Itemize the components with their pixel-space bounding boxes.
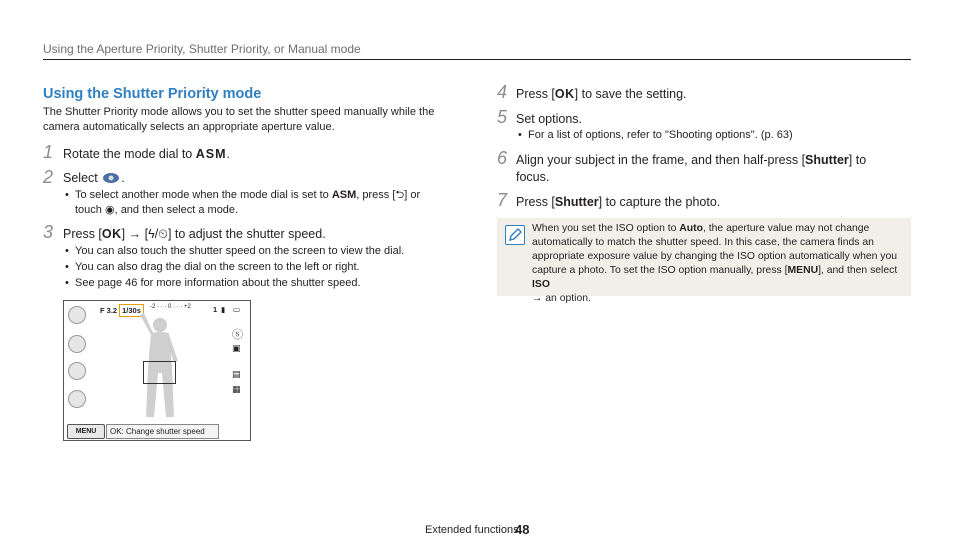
asm-mode-icon: ASM (331, 189, 357, 201)
step-1 (63, 146, 230, 163)
bullet-text: To select another mode when the mode dial is set to (75, 189, 332, 201)
step-4-text: ] to save the setting. (574, 87, 687, 101)
page-number: 48 (515, 522, 530, 537)
note-pencil-icon (505, 225, 525, 245)
flash-off-icon: ⓢ (232, 329, 243, 341)
header-rule (43, 59, 911, 60)
step-6-text: ] to focus. (516, 153, 867, 184)
note-text-part: → an option. (532, 293, 591, 304)
note-text-part: ], and then select (818, 265, 898, 276)
note-bold-iso: ISO (532, 279, 550, 290)
section-title: Using the Shutter Priority mode (43, 86, 262, 102)
step-number-7: 7 (497, 190, 508, 210)
note-text-part: When you set the ISO option to (532, 223, 680, 234)
asm-mode-icon: ASM (195, 147, 227, 161)
step-3-bullet-2: • You can also drag the dial on the screen to the left or right. (65, 261, 360, 273)
step-4-text: Press [ (516, 87, 555, 101)
step-5: Set options. (516, 112, 583, 126)
note-bold-auto: Auto (679, 223, 703, 234)
bullet-text: , and then select a mode. (114, 204, 239, 216)
running-header: Using the Aperture Priority, Shutter Priority, or Manual mode (43, 42, 361, 56)
focus-frame (143, 361, 176, 384)
step-2-end: . (121, 171, 125, 185)
step-7-text: ] to capture the photo. (598, 195, 721, 209)
flash-icon: ϟ (148, 227, 155, 241)
step-7-text: Press [ (516, 195, 555, 209)
step-1-text: Rotate the mode dial to (63, 147, 196, 161)
step-3-text: ] → [ (121, 227, 149, 241)
step-3-text: ] to adjust the shutter speed. (167, 227, 326, 241)
shutter-key: Shutter (805, 153, 849, 167)
metering-icon: ▦ (232, 384, 241, 394)
step-number-3: 3 (43, 222, 54, 242)
step-1-end: . (226, 147, 230, 161)
ok-key-icon: OK (554, 87, 575, 101)
step-2-bullet: • To select another mode when the mode dial is set to ASM, press [⮌] or touch ◉, and then select a mode. (65, 189, 421, 216)
bullet-text: For a list of options, refer to "Shooting options". (p. 63) (528, 129, 793, 141)
face-detection-icon (68, 390, 86, 408)
step-number-4: 4 (497, 82, 508, 102)
step-3-text: / (154, 227, 159, 241)
menu-key-icon: MENU (787, 265, 819, 276)
timer-icon: ⏲ (158, 227, 168, 241)
photo-style-icon (68, 362, 86, 380)
footer-chapter: Extended functions (425, 524, 519, 536)
exposure-scale: -2 · · · 0 · · · +2 (150, 304, 191, 310)
step-number-5: 5 (497, 107, 508, 127)
note-text-part: , the aperture value may not change automatically to match the shutter speed. In this case, the camera finds an appropriate exposure value by changing the ISO option automatically when you capture a photo. To set the ISO option manually, press [ (532, 223, 898, 276)
step-3-bullet-1: • You can also touch the shutter speed on the screen to view the dial. (65, 245, 405, 257)
aperture-value: F 3.2 (100, 306, 118, 315)
memory-card-icon: ▮ (221, 305, 226, 314)
bullet-text: , press [ (356, 189, 396, 201)
shutter-priority-mode-icon (68, 306, 86, 324)
bullet-text: ] or (404, 189, 421, 201)
ok-key-icon: OK (101, 227, 122, 241)
step-3-text: Press [ (63, 227, 102, 241)
step-number-2: 2 (43, 167, 54, 187)
shutter-speed-value[interactable]: 1/30s (119, 304, 144, 317)
step-2-text: Select (63, 171, 102, 185)
section-intro: The Shutter Priority mode allows you to set the shutter speed manually while the camera automatically selects an appropriate aperture value. (43, 106, 435, 133)
step-number-6: 6 (497, 148, 508, 168)
iso-icon: ▤ (232, 369, 241, 379)
note-text (532, 222, 904, 306)
step-5-bullet: • For a list of options, refer to "Shooting options". (p. 63) (518, 129, 793, 141)
bullet-text: See page 46 for more information about the shutter speed. (75, 277, 361, 289)
step-number-1: 1 (43, 142, 54, 162)
bullet-text: You can also drag the dial on the screen to the left or right. (75, 261, 360, 273)
step-6-text: Align your subject in the frame, and then half-press [ (516, 153, 806, 167)
mode-icon: ◉ (104, 204, 115, 216)
bullet-text: touch (75, 204, 105, 216)
ok-hint-label: OK: Change shutter speed (106, 424, 219, 439)
step-7 (516, 194, 720, 211)
shutter-priority-icon (101, 171, 121, 189)
step-2 (63, 170, 125, 189)
step-3 (63, 226, 326, 243)
camera-screen (63, 300, 251, 441)
image-size-icon: ▣ (232, 343, 241, 353)
return-icon: ⮌ (395, 189, 405, 201)
shots-count: 1 (213, 305, 218, 314)
shutter-key: Shutter (554, 195, 599, 209)
battery-icon: ▭ (233, 305, 241, 314)
step-3-bullet-3: • See page 46 for more information about the shutter speed. (65, 277, 361, 289)
note-box (497, 218, 911, 304)
smart-filter-icon (68, 335, 86, 353)
step-4 (516, 86, 687, 103)
menu-button[interactable]: MENU (67, 424, 105, 439)
bullet-text: You can also touch the shutter speed on the screen to view the dial. (75, 245, 405, 257)
step-6 (516, 152, 896, 186)
